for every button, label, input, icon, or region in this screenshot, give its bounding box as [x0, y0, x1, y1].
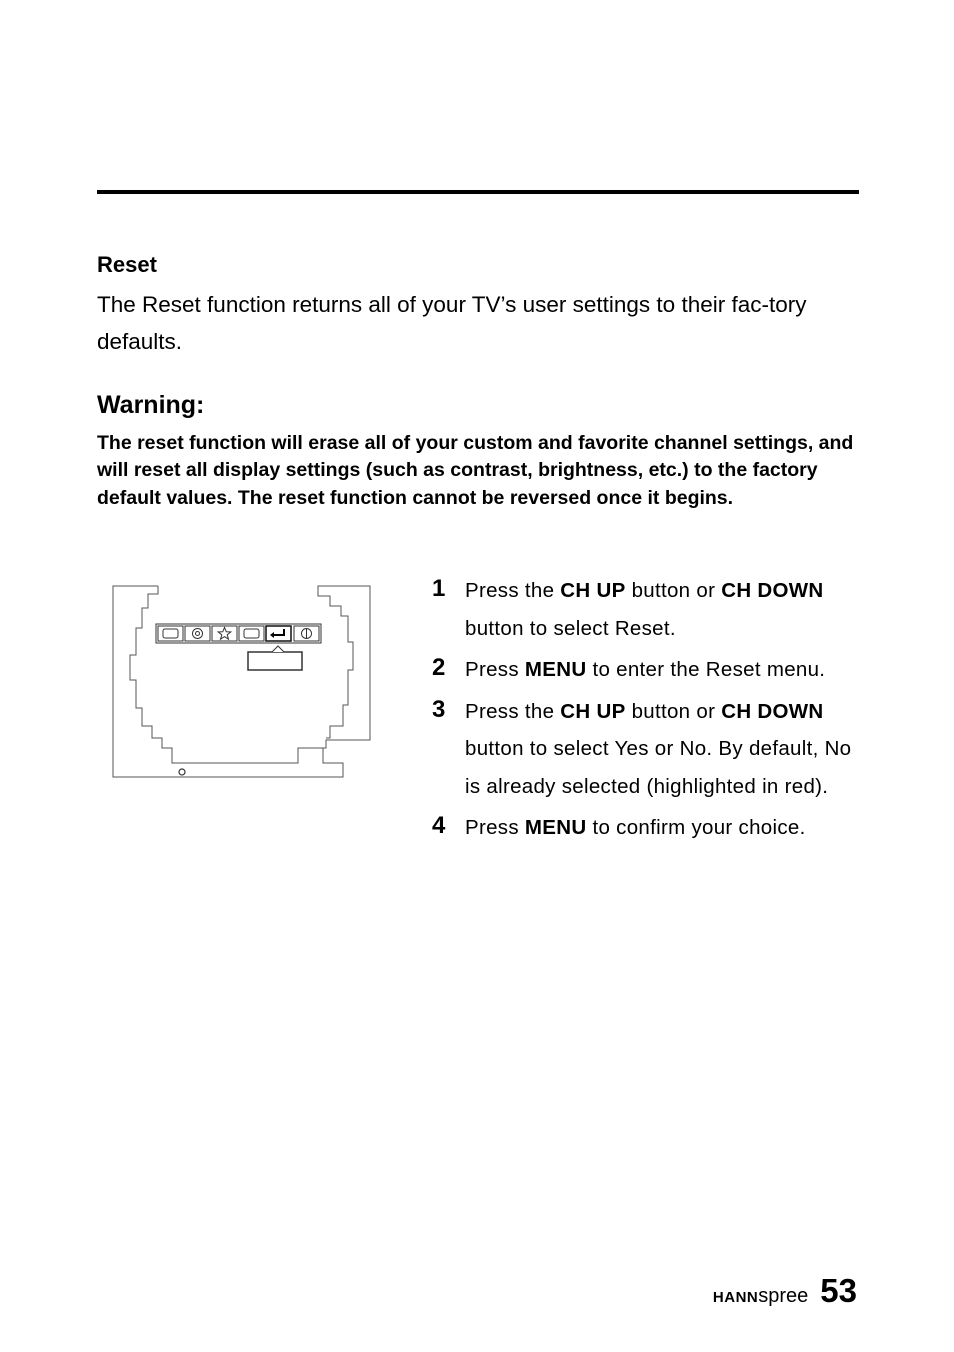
section-intro: The Reset function returns all of your TV’s user settings to their fac-tory defaults.: [97, 292, 807, 354]
header-rule: [97, 190, 859, 194]
step-item: 2 Press MENU to enter the Reset menu.: [432, 651, 862, 689]
reset-return-icon: [266, 626, 291, 641]
audio-icon: [185, 626, 210, 641]
brand-logo-light: spree: [758, 1285, 809, 1307]
step-number: 4: [432, 812, 446, 839]
brand-logo-bold: HANN: [712, 1289, 759, 1306]
screen-icon: [239, 626, 264, 641]
setup-icon: [294, 626, 319, 641]
step-item: 4 Press MENU to confirm your choice.: [432, 809, 862, 847]
tv-menu-illustration: [108, 580, 378, 785]
step-number: 3: [432, 695, 446, 723]
page-footer: [713, 1272, 857, 1310]
steps-list: [432, 572, 862, 851]
power-indicator-icon: [179, 769, 185, 775]
page-number: 53: [820, 1272, 857, 1309]
reset-submenu-box: [248, 646, 302, 670]
section-title: Reset: [97, 252, 157, 277]
favorite-star-icon: [212, 626, 237, 641]
menu-bar: [156, 624, 321, 643]
step-item: 1 Press the CH UP button or CH DOWN button to select Reset.: [432, 572, 862, 647]
warning-text: The reset function will erase all of your custom and favorite channel settings, and will reset all display settings (such as contrast, brightness, etc.) to the factory default values. The reset function cannot be reversed once it begins.: [97, 432, 854, 509]
step-item: 3 Press the CH UP button or CH DOWN button to select Yes or No. By default, No is already selected (highlighted in red).: [432, 693, 862, 806]
warning-title: Warning:: [97, 391, 205, 419]
step-number: 2: [432, 654, 446, 681]
picture-icon: [158, 626, 183, 641]
step-number: 1: [432, 575, 446, 602]
